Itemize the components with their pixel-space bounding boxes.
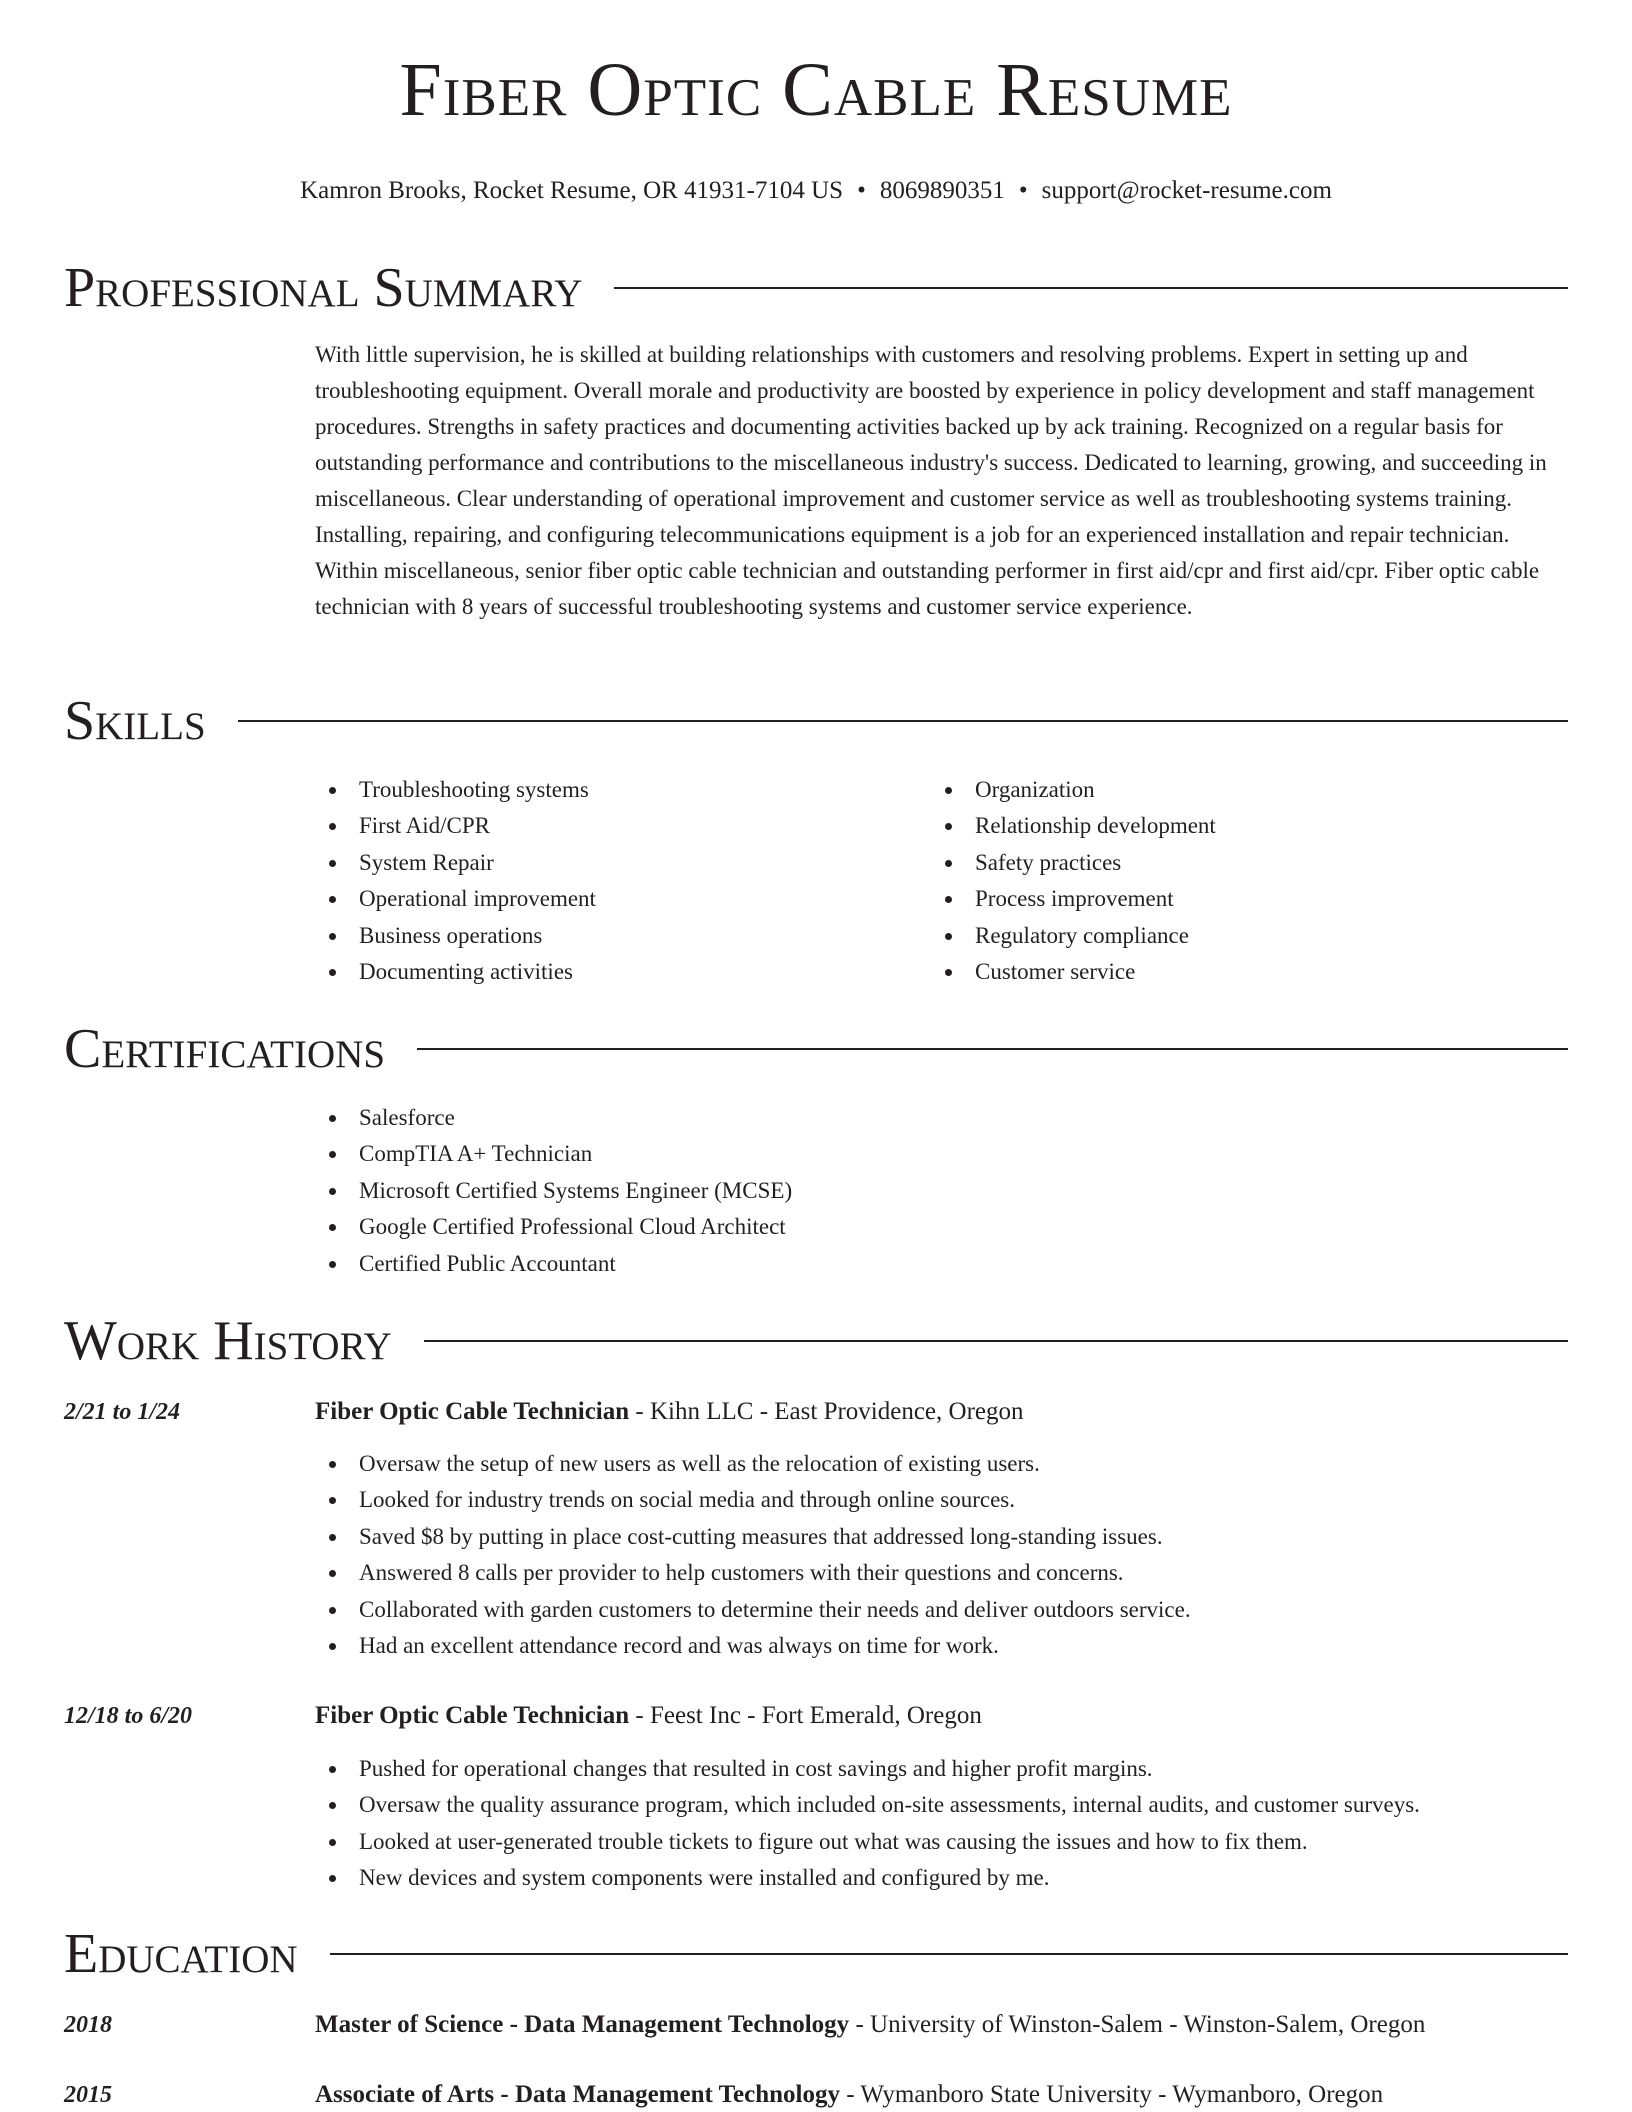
certification-item: Microsoft Certified Systems Engineer (MCSE) — [315, 1173, 1515, 1209]
work-section-header — [64, 1311, 1568, 1371]
job-heading — [315, 1397, 1571, 1427]
job-bullet: Oversaw the setup of new users as well as the relocation of existing users. — [315, 1446, 1571, 1482]
summary-text: With little supervision, he is skilled at building relationships with customers and resolving problems. Expert in setting up and troubleshooting equipment. Overall morale and productivity are boosted by experience in policy development and staff management procedures. Strengths in safety practices and documenting activities backed up by ack training. Recognized on a regular basis for outstanding performance and contributions to the miscellaneous industry's success. Dedicated to learning, growing, and succeeding in miscellaneous. Clear understanding of operational improvement and customer service as well as troubleshooting systems training. Installing, repairing, and configuring telecommunications equipment is a job for an experienced installation and repair technician. Within miscellaneous, senior fiber optic cable technician and outstanding performer in first aid/cpr and first aid/cpr. Fiber optic cable technician with 8 years of successful troubleshooting systems and customer service experience. — [315, 342, 1547, 619]
degree: Associate of Arts - Data Management Technology — [315, 2081, 840, 2108]
job-bullet: Saved $8 by putting in place cost-cutting measures that addressed long-standing issues. — [315, 1519, 1571, 1555]
school: - University of Winston-Salem - Winston-Salem, Oregon — [849, 2011, 1426, 2038]
skills-list-left — [315, 772, 915, 990]
certification-item: Google Certified Professional Cloud Architect — [315, 1209, 1515, 1245]
job-dates: 2/21 to 1/24 — [64, 1399, 181, 1425]
job-dates: 12/18 to 6/20 — [64, 1703, 193, 1729]
separator-dot: • — [1018, 177, 1028, 204]
contact-address: Kamron Brooks, Rocket Resume, OR 41931-7104 US — [300, 177, 844, 204]
education-year: 2018 — [64, 2012, 112, 2038]
job-bullets — [315, 1751, 1571, 1897]
summary-section-header — [64, 258, 1568, 318]
job-bullet: Answered 8 calls per provider to help customers with their questions and concerns. — [315, 1555, 1571, 1591]
separator-dot: • — [857, 177, 866, 204]
section-divider — [330, 1953, 1568, 1955]
job-employer: - Feest Inc - Fort Emerald, Oregon — [629, 1702, 982, 1729]
education-section-header — [64, 1924, 1568, 1984]
job-employer: - Kihn LLC - East Providence, Oregon — [629, 1398, 1024, 1425]
section-divider — [614, 287, 1568, 289]
job-bullet: Looked at user-generated trouble tickets to figure out what was causing the issues and how to fix them. — [315, 1824, 1571, 1860]
certification-item: CompTIA A+ Technician — [315, 1136, 1515, 1172]
job-title: Fiber Optic Cable Technician — [315, 1398, 630, 1425]
job-bullet: Looked for industry trends on social media and through online sources. — [315, 1482, 1571, 1518]
education-heading: Education — [64, 1923, 298, 1985]
skill-item: Operational improvement — [315, 881, 915, 917]
skill-item: Process improvement — [931, 881, 1551, 917]
degree: Master of Science - Data Management Technology — [315, 2011, 850, 2038]
school: - Wymanboro State University - Wymanboro, Oregon — [839, 2081, 1384, 2108]
summary-heading: Professional Summary — [64, 257, 583, 319]
contact-phone: 8069890351 — [879, 177, 1005, 204]
certification-item: Salesforce — [315, 1100, 1515, 1136]
section-divider — [417, 1048, 1568, 1050]
contact-line — [0, 176, 1632, 206]
job-title: Fiber Optic Cable Technician — [315, 1702, 630, 1729]
skill-item: Safety practices — [931, 845, 1551, 881]
skill-item: Troubleshooting systems — [315, 772, 915, 808]
contact-email: support@rocket-resume.com — [1041, 177, 1332, 204]
education-year: 2015 — [64, 2082, 112, 2108]
job-bullets — [315, 1446, 1571, 1664]
certification-item: Certified Public Accountant — [315, 1246, 1515, 1282]
job-bullet: Had an excellent attendance record and was always on time for work. — [315, 1628, 1571, 1664]
education-entry — [315, 2080, 1571, 2110]
education-entry — [315, 2010, 1571, 2040]
certifications-heading: Certifications — [64, 1018, 386, 1080]
resume-title: Fiber Optic Cable Resume — [399, 48, 1233, 132]
skill-item: Business operations — [315, 918, 915, 954]
skill-item: Relationship development — [931, 808, 1551, 844]
skills-list-right — [931, 772, 1551, 990]
skills-section-header — [64, 691, 1568, 751]
section-divider — [238, 720, 1568, 722]
work-heading: Work History — [64, 1310, 392, 1372]
section-divider — [424, 1340, 1568, 1342]
certifications-list — [315, 1100, 1515, 1282]
skill-item: System Repair — [315, 845, 915, 881]
skill-item: Documenting activities — [315, 954, 915, 990]
job-bullet: Oversaw the quality assurance program, which included on-site assessments, internal audits, and customer surveys. — [315, 1787, 1571, 1823]
skill-item: Organization — [931, 772, 1551, 808]
job-bullet: Pushed for operational changes that resulted in cost savings and higher profit margins. — [315, 1751, 1571, 1787]
skill-item: First Aid/CPR — [315, 808, 915, 844]
skill-item: Customer service — [931, 954, 1551, 990]
job-bullet: Collaborated with garden customers to determine their needs and deliver outdoors service. — [315, 1592, 1571, 1628]
job-bullet: New devices and system components were installed and configured by me. — [315, 1860, 1571, 1896]
skill-item: Regulatory compliance — [931, 918, 1551, 954]
certifications-section-header — [64, 1019, 1568, 1079]
job-heading — [315, 1701, 1571, 1731]
skills-heading: Skills — [64, 690, 206, 752]
